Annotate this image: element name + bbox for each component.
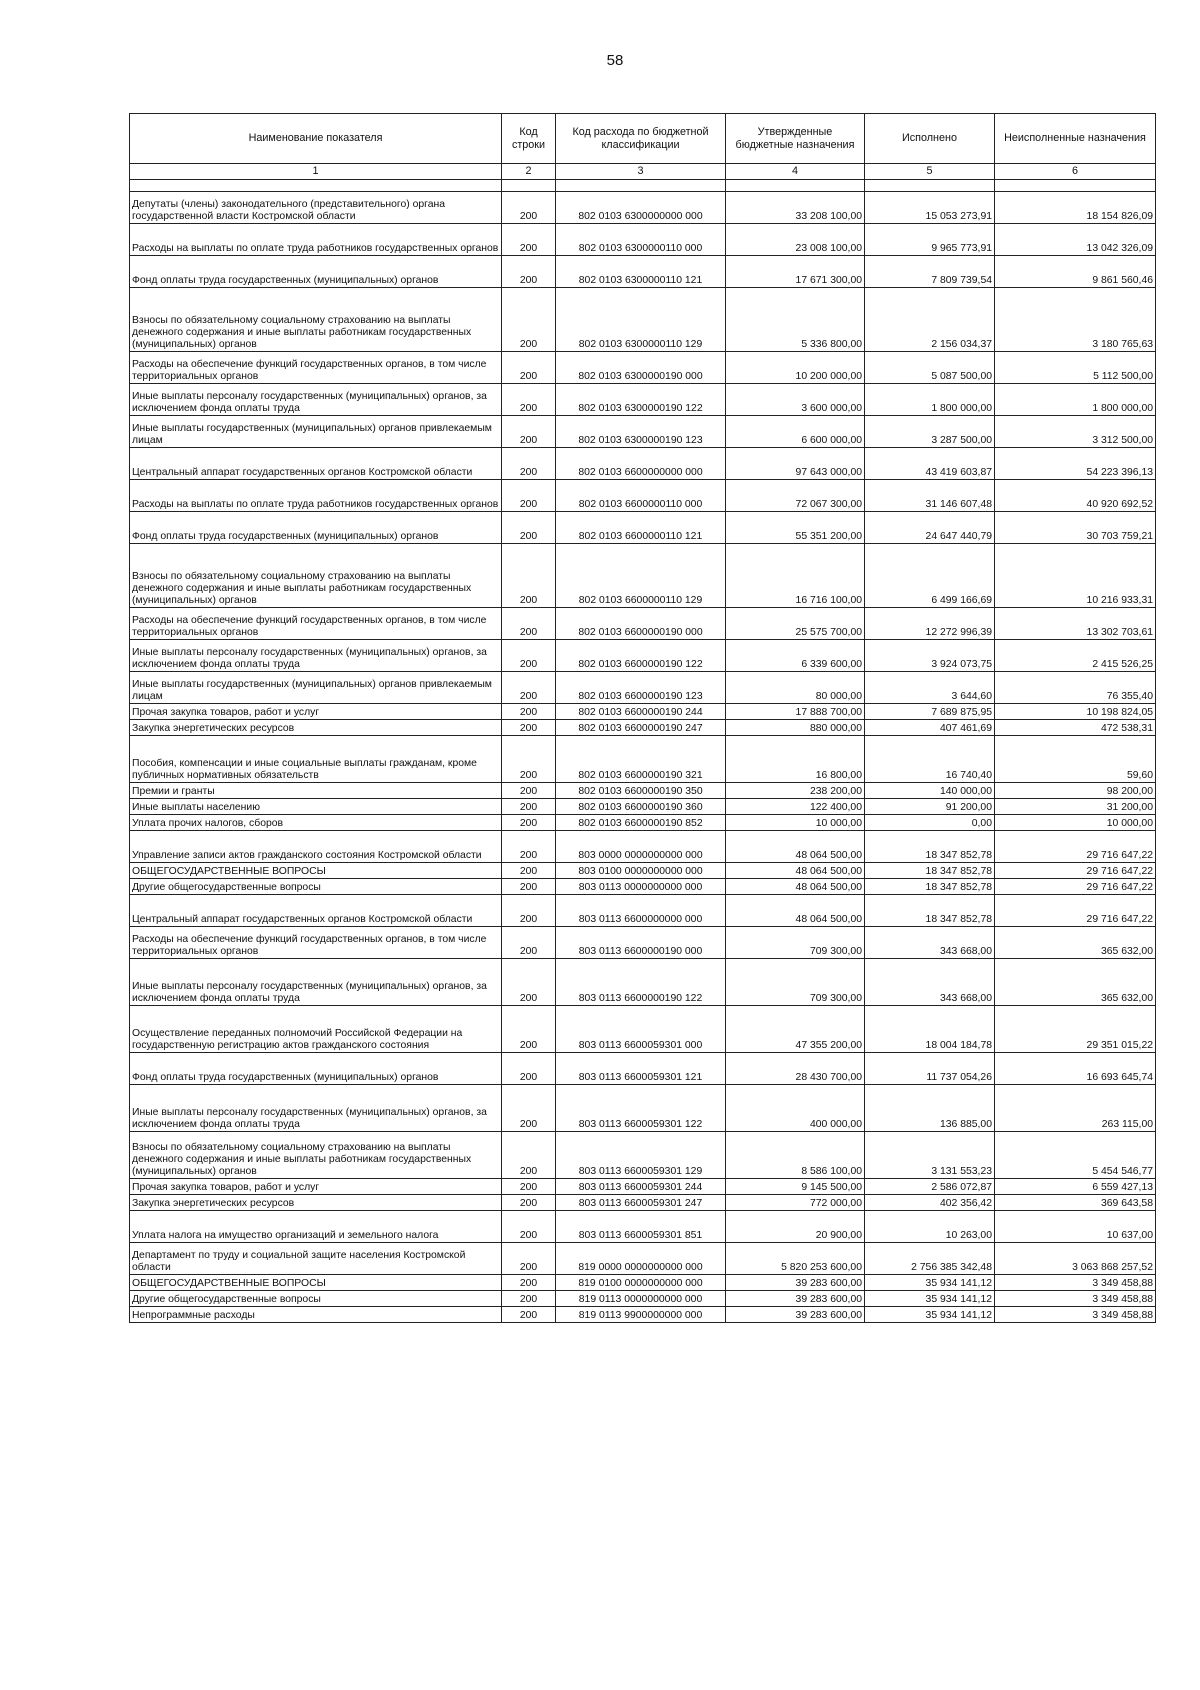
table-row <box>130 416 1156 448</box>
row-indicator-name: Центральный аппарат государственных органов Костромской области <box>130 448 502 480</box>
table-row <box>130 815 1156 831</box>
column-number: 5 <box>865 164 995 180</box>
row-approved: 8 586 100,00 <box>726 1132 865 1179</box>
row-unexecuted: 30 703 759,21 <box>995 512 1156 544</box>
row-budget-code: 802 0103 6300000000 000 <box>556 192 726 224</box>
row-approved: 72 067 300,00 <box>726 480 865 512</box>
row-indicator-name: Премии и гранты <box>130 783 502 799</box>
table-row <box>130 480 1156 512</box>
row-budget-code: 802 0103 6300000190 000 <box>556 352 726 384</box>
row-unexecuted: 10 637,00 <box>995 1211 1156 1243</box>
row-indicator-name: Непрограммные расходы <box>130 1307 502 1323</box>
column-number: 1 <box>130 164 502 180</box>
table-row <box>130 720 1156 736</box>
budget-execution-table <box>129 113 1156 1323</box>
table-row <box>130 1275 1156 1291</box>
table-header-row <box>130 114 1156 164</box>
table-row <box>130 544 1156 608</box>
row-unexecuted: 10 000,00 <box>995 815 1156 831</box>
row-indicator-name: Иные выплаты персоналу государственных (муниципальных) органов, за исключением фонда оплаты труда <box>130 959 502 1006</box>
row-unexecuted: 13 302 703,61 <box>995 608 1156 640</box>
header-budget-code: Код расхода по бюджетной классификации <box>556 114 726 164</box>
row-unexecuted: 3 349 458,88 <box>995 1275 1156 1291</box>
row-unexecuted: 54 223 396,13 <box>995 448 1156 480</box>
row-line-code: 200 <box>502 640 556 672</box>
row-line-code: 200 <box>502 720 556 736</box>
row-indicator-name: Другие общегосударственные вопросы <box>130 879 502 895</box>
row-budget-code: 802 0103 6600000190 000 <box>556 608 726 640</box>
row-approved: 6 600 000,00 <box>726 416 865 448</box>
row-budget-code: 819 0113 9900000000 000 <box>556 1307 726 1323</box>
header-indicator-name: Наименование показателя <box>130 114 502 164</box>
row-unexecuted: 1 800 000,00 <box>995 384 1156 416</box>
row-executed: 11 737 054,26 <box>865 1053 995 1085</box>
row-approved: 47 355 200,00 <box>726 1006 865 1053</box>
table-row <box>130 1053 1156 1085</box>
row-line-code: 200 <box>502 863 556 879</box>
row-unexecuted: 29 716 647,22 <box>995 863 1156 879</box>
row-line-code: 200 <box>502 224 556 256</box>
row-unexecuted: 2 415 526,25 <box>995 640 1156 672</box>
row-executed: 2 156 034,37 <box>865 288 995 352</box>
row-approved: 17 888 700,00 <box>726 704 865 720</box>
row-unexecuted: 40 920 692,52 <box>995 480 1156 512</box>
table-row <box>130 1243 1156 1275</box>
table-row <box>130 1085 1156 1132</box>
row-executed: 0,00 <box>865 815 995 831</box>
row-approved: 55 351 200,00 <box>726 512 865 544</box>
row-line-code: 200 <box>502 608 556 640</box>
row-line-code: 200 <box>502 1307 556 1323</box>
table-row <box>130 512 1156 544</box>
row-approved: 16 800,00 <box>726 736 865 783</box>
row-unexecuted: 10 216 933,31 <box>995 544 1156 608</box>
row-unexecuted: 365 632,00 <box>995 927 1156 959</box>
row-approved: 39 283 600,00 <box>726 1307 865 1323</box>
table-row <box>130 672 1156 704</box>
row-executed: 140 000,00 <box>865 783 995 799</box>
row-approved: 39 283 600,00 <box>726 1291 865 1307</box>
row-budget-code: 803 0113 6600059301 121 <box>556 1053 726 1085</box>
row-line-code: 200 <box>502 448 556 480</box>
row-unexecuted: 59,60 <box>995 736 1156 783</box>
row-budget-code: 803 0100 0000000000 000 <box>556 863 726 879</box>
row-executed: 35 934 141,12 <box>865 1275 995 1291</box>
row-budget-code: 803 0113 6600059301 247 <box>556 1195 726 1211</box>
row-unexecuted: 3 349 458,88 <box>995 1291 1156 1307</box>
row-approved: 17 671 300,00 <box>726 256 865 288</box>
row-indicator-name: Расходы на выплаты по оплате труда работников государственных органов <box>130 480 502 512</box>
table-row <box>130 352 1156 384</box>
row-line-code: 200 <box>502 1132 556 1179</box>
row-executed: 35 934 141,12 <box>865 1291 995 1307</box>
row-budget-code: 803 0113 6600000000 000 <box>556 895 726 927</box>
table-row <box>130 1179 1156 1195</box>
row-executed: 43 419 603,87 <box>865 448 995 480</box>
row-budget-code: 819 0100 0000000000 000 <box>556 1275 726 1291</box>
row-unexecuted: 18 154 826,09 <box>995 192 1156 224</box>
row-approved: 6 339 600,00 <box>726 640 865 672</box>
row-line-code: 200 <box>502 672 556 704</box>
row-unexecuted: 9 861 560,46 <box>995 256 1156 288</box>
row-approved: 709 300,00 <box>726 959 865 1006</box>
row-unexecuted: 3 349 458,88 <box>995 1307 1156 1323</box>
row-budget-code: 802 0103 6600000110 000 <box>556 480 726 512</box>
row-approved: 709 300,00 <box>726 927 865 959</box>
row-executed: 18 347 852,78 <box>865 895 995 927</box>
table-row <box>130 1291 1156 1307</box>
row-executed: 9 965 773,91 <box>865 224 995 256</box>
row-line-code: 200 <box>502 799 556 815</box>
row-approved: 400 000,00 <box>726 1085 865 1132</box>
row-budget-code: 819 0000 0000000000 000 <box>556 1243 726 1275</box>
row-indicator-name: Депутаты (члены) законодательного (представительного) органа государственной власти Костромской области <box>130 192 502 224</box>
table-row <box>130 288 1156 352</box>
row-indicator-name: Осуществление переданных полномочий Российской Федерации на государственную регистрацию актов гражданского состояния <box>130 1006 502 1053</box>
row-indicator-name: Иные выплаты персоналу государственных (муниципальных) органов, за исключением фонда оплаты труда <box>130 1085 502 1132</box>
row-budget-code: 803 0113 6600059301 244 <box>556 1179 726 1195</box>
row-approved: 39 283 600,00 <box>726 1275 865 1291</box>
header-line-code: Код строки <box>502 114 556 164</box>
row-indicator-name: Взносы по обязательному социальному страхованию на выплаты денежного содержания и иные выплаты работникам государственных (муниципальных) органов <box>130 288 502 352</box>
row-executed: 12 272 996,39 <box>865 608 995 640</box>
row-budget-code: 802 0103 6600000190 247 <box>556 720 726 736</box>
row-approved: 48 064 500,00 <box>726 831 865 863</box>
row-unexecuted: 365 632,00 <box>995 959 1156 1006</box>
row-budget-code: 802 0103 6600000190 321 <box>556 736 726 783</box>
table-row <box>130 959 1156 1006</box>
row-indicator-name: Взносы по обязательному социальному страхованию на выплаты денежного содержания и иные выплаты работникам государственных (муниципальных) органов <box>130 1132 502 1179</box>
header-approved: Утвержденные бюджетные назначения <box>726 114 865 164</box>
table-row <box>130 704 1156 720</box>
row-unexecuted: 76 355,40 <box>995 672 1156 704</box>
table-row <box>130 1195 1156 1211</box>
row-unexecuted: 10 198 824,05 <box>995 704 1156 720</box>
row-budget-code: 803 0113 0000000000 000 <box>556 879 726 895</box>
row-line-code: 200 <box>502 783 556 799</box>
row-executed: 3 924 073,75 <box>865 640 995 672</box>
row-indicator-name: Закупка энергетических ресурсов <box>130 720 502 736</box>
row-executed: 18 347 852,78 <box>865 863 995 879</box>
row-budget-code: 802 0103 6300000110 121 <box>556 256 726 288</box>
row-line-code: 200 <box>502 927 556 959</box>
row-line-code: 200 <box>502 1291 556 1307</box>
row-unexecuted: 29 716 647,22 <box>995 895 1156 927</box>
row-line-code: 200 <box>502 1006 556 1053</box>
row-line-code: 200 <box>502 1053 556 1085</box>
row-executed: 3 287 500,00 <box>865 416 995 448</box>
row-indicator-name: Прочая закупка товаров, работ и услуг <box>130 1179 502 1195</box>
table-row <box>130 736 1156 783</box>
table-row <box>130 879 1156 895</box>
row-approved: 880 000,00 <box>726 720 865 736</box>
row-indicator-name: Пособия, компенсации и иные социальные выплаты гражданам, кроме публичных нормативных обязательств <box>130 736 502 783</box>
row-executed: 343 668,00 <box>865 959 995 1006</box>
row-budget-code: 802 0103 6300000190 123 <box>556 416 726 448</box>
row-unexecuted: 29 716 647,22 <box>995 831 1156 863</box>
row-indicator-name: Расходы на обеспечение функций государственных органов, в том числе территориальных органов <box>130 352 502 384</box>
row-budget-code: 803 0113 6600000190 122 <box>556 959 726 1006</box>
row-budget-code: 803 0113 6600000190 000 <box>556 927 726 959</box>
row-indicator-name: Взносы по обязательному социальному страхованию на выплаты денежного содержания и иные выплаты работникам государственных (муниципальных) органов <box>130 544 502 608</box>
row-unexecuted: 31 200,00 <box>995 799 1156 815</box>
row-line-code: 200 <box>502 895 556 927</box>
row-executed: 402 356,42 <box>865 1195 995 1211</box>
row-approved: 122 400,00 <box>726 799 865 815</box>
row-executed: 7 809 739,54 <box>865 256 995 288</box>
row-unexecuted: 5 454 546,77 <box>995 1132 1156 1179</box>
table-row <box>130 831 1156 863</box>
row-budget-code: 802 0103 6600000190 360 <box>556 799 726 815</box>
row-line-code: 200 <box>502 704 556 720</box>
row-indicator-name: Расходы на обеспечение функций государственных органов, в том числе территориальных органов <box>130 927 502 959</box>
column-number: 2 <box>502 164 556 180</box>
row-indicator-name: Управление записи актов гражданского состояния Костромской области <box>130 831 502 863</box>
row-budget-code: 802 0103 6600000190 122 <box>556 640 726 672</box>
table-row <box>130 608 1156 640</box>
table-row <box>130 448 1156 480</box>
row-unexecuted: 16 693 645,74 <box>995 1053 1156 1085</box>
row-executed: 18 347 852,78 <box>865 879 995 895</box>
row-line-code: 200 <box>502 480 556 512</box>
row-unexecuted: 29 351 015,22 <box>995 1006 1156 1053</box>
row-budget-code: 802 0103 6600000000 000 <box>556 448 726 480</box>
row-executed: 3 644,60 <box>865 672 995 704</box>
row-budget-code: 803 0113 6600059301 000 <box>556 1006 726 1053</box>
row-line-code: 200 <box>502 879 556 895</box>
row-approved: 23 008 100,00 <box>726 224 865 256</box>
header-unexecuted: Неисполненные назначения <box>995 114 1156 164</box>
row-indicator-name: Центральный аппарат государственных органов Костромской области <box>130 895 502 927</box>
row-approved: 16 716 100,00 <box>726 544 865 608</box>
row-executed: 91 200,00 <box>865 799 995 815</box>
table-row <box>130 1211 1156 1243</box>
row-approved: 28 430 700,00 <box>726 1053 865 1085</box>
row-executed: 35 934 141,12 <box>865 1307 995 1323</box>
row-budget-code: 803 0113 6600059301 129 <box>556 1132 726 1179</box>
row-executed: 1 800 000,00 <box>865 384 995 416</box>
row-executed: 5 087 500,00 <box>865 352 995 384</box>
row-indicator-name: Закупка энергетических ресурсов <box>130 1195 502 1211</box>
row-indicator-name: Иные выплаты персоналу государственных (муниципальных) органов, за исключением фонда оплаты труда <box>130 384 502 416</box>
row-budget-code: 802 0103 6600000190 350 <box>556 783 726 799</box>
row-line-code: 200 <box>502 959 556 1006</box>
row-approved: 80 000,00 <box>726 672 865 704</box>
row-indicator-name: Иные выплаты персоналу государственных (муниципальных) органов, за исключением фонда оплаты труда <box>130 640 502 672</box>
row-budget-code: 802 0103 6600000110 121 <box>556 512 726 544</box>
row-unexecuted: 5 112 500,00 <box>995 352 1156 384</box>
row-indicator-name: Расходы на выплаты по оплате труда работников государственных органов <box>130 224 502 256</box>
row-budget-code: 802 0103 6600000190 244 <box>556 704 726 720</box>
row-indicator-name: Фонд оплаты труда государственных (муниципальных) органов <box>130 512 502 544</box>
row-approved: 25 575 700,00 <box>726 608 865 640</box>
row-unexecuted: 263 115,00 <box>995 1085 1156 1132</box>
table-row <box>130 783 1156 799</box>
row-executed: 6 499 166,69 <box>865 544 995 608</box>
row-indicator-name: Департамент по труду и социальной защите населения Костромской области <box>130 1243 502 1275</box>
row-line-code: 200 <box>502 1179 556 1195</box>
table-row <box>130 256 1156 288</box>
row-approved: 33 208 100,00 <box>726 192 865 224</box>
row-budget-code: 803 0113 6600059301 851 <box>556 1211 726 1243</box>
row-unexecuted: 98 200,00 <box>995 783 1156 799</box>
row-line-code: 200 <box>502 736 556 783</box>
table-row <box>130 384 1156 416</box>
row-line-code: 200 <box>502 1085 556 1132</box>
row-unexecuted: 3 063 868 257,52 <box>995 1243 1156 1275</box>
row-budget-code: 802 0103 6600000190 852 <box>556 815 726 831</box>
row-line-code: 200 <box>502 416 556 448</box>
row-executed: 407 461,69 <box>865 720 995 736</box>
table-row <box>130 1307 1156 1323</box>
table-row <box>130 895 1156 927</box>
row-unexecuted: 472 538,31 <box>995 720 1156 736</box>
row-line-code: 200 <box>502 815 556 831</box>
row-executed: 16 740,40 <box>865 736 995 783</box>
column-number-row <box>130 164 1156 180</box>
row-unexecuted: 3 312 500,00 <box>995 416 1156 448</box>
row-line-code: 200 <box>502 256 556 288</box>
row-executed: 7 689 875,95 <box>865 704 995 720</box>
row-budget-code: 802 0103 6300000110 129 <box>556 288 726 352</box>
column-number: 6 <box>995 164 1156 180</box>
row-approved: 10 000,00 <box>726 815 865 831</box>
row-executed: 343 668,00 <box>865 927 995 959</box>
row-line-code: 200 <box>502 352 556 384</box>
row-line-code: 200 <box>502 1243 556 1275</box>
row-approved: 5 820 253 600,00 <box>726 1243 865 1275</box>
row-line-code: 200 <box>502 544 556 608</box>
row-indicator-name: Расходы на обеспечение функций государственных органов, в том числе территориальных органов <box>130 608 502 640</box>
row-executed: 18 004 184,78 <box>865 1006 995 1053</box>
table-row <box>130 863 1156 879</box>
row-approved: 10 200 000,00 <box>726 352 865 384</box>
row-approved: 5 336 800,00 <box>726 288 865 352</box>
row-executed: 10 263,00 <box>865 1211 995 1243</box>
row-approved: 48 064 500,00 <box>726 879 865 895</box>
row-unexecuted: 369 643,58 <box>995 1195 1156 1211</box>
row-approved: 3 600 000,00 <box>726 384 865 416</box>
row-indicator-name: Фонд оплаты труда государственных (муниципальных) органов <box>130 256 502 288</box>
row-budget-code: 802 0103 6300000190 122 <box>556 384 726 416</box>
table-row <box>130 1132 1156 1179</box>
table-row <box>130 640 1156 672</box>
row-budget-code: 802 0103 6600000190 123 <box>556 672 726 704</box>
row-budget-code: 803 0000 0000000000 000 <box>556 831 726 863</box>
table-row <box>130 192 1156 224</box>
row-executed: 2 586 072,87 <box>865 1179 995 1195</box>
row-line-code: 200 <box>502 192 556 224</box>
row-indicator-name: Уплата прочих налогов, сборов <box>130 815 502 831</box>
row-approved: 20 900,00 <box>726 1211 865 1243</box>
row-indicator-name: Уплата налога на имущество организаций и земельного налога <box>130 1211 502 1243</box>
row-line-code: 200 <box>502 384 556 416</box>
table-row <box>130 224 1156 256</box>
table-row <box>130 1006 1156 1053</box>
table-spacer-row <box>130 180 1156 192</box>
row-executed: 136 885,00 <box>865 1085 995 1132</box>
row-approved: 9 145 500,00 <box>726 1179 865 1195</box>
table-row <box>130 799 1156 815</box>
row-budget-code: 802 0103 6300000110 000 <box>556 224 726 256</box>
row-unexecuted: 13 042 326,09 <box>995 224 1156 256</box>
row-indicator-name: Иные выплаты государственных (муниципальных) органов привлекаемым лицам <box>130 416 502 448</box>
row-unexecuted: 3 180 765,63 <box>995 288 1156 352</box>
row-indicator-name: Иные выплаты населению <box>130 799 502 815</box>
row-executed: 24 647 440,79 <box>865 512 995 544</box>
row-indicator-name: ОБЩЕГОСУДАРСТВЕННЫЕ ВОПРОСЫ <box>130 863 502 879</box>
row-budget-code: 819 0113 0000000000 000 <box>556 1291 726 1307</box>
row-line-code: 200 <box>502 288 556 352</box>
header-executed: Исполнено <box>865 114 995 164</box>
row-executed: 3 131 553,23 <box>865 1132 995 1179</box>
row-approved: 97 643 000,00 <box>726 448 865 480</box>
column-number: 3 <box>556 164 726 180</box>
row-line-code: 200 <box>502 1195 556 1211</box>
row-executed: 18 347 852,78 <box>865 831 995 863</box>
row-indicator-name: Прочая закупка товаров, работ и услуг <box>130 704 502 720</box>
row-unexecuted: 29 716 647,22 <box>995 879 1156 895</box>
row-line-code: 200 <box>502 1211 556 1243</box>
row-indicator-name: Иные выплаты государственных (муниципальных) органов привлекаемым лицам <box>130 672 502 704</box>
row-approved: 772 000,00 <box>726 1195 865 1211</box>
row-line-code: 200 <box>502 831 556 863</box>
row-unexecuted: 6 559 427,13 <box>995 1179 1156 1195</box>
row-executed: 2 756 385 342,48 <box>865 1243 995 1275</box>
row-indicator-name: Фонд оплаты труда государственных (муниципальных) органов <box>130 1053 502 1085</box>
column-number: 4 <box>726 164 865 180</box>
row-indicator-name: Другие общегосударственные вопросы <box>130 1291 502 1307</box>
row-budget-code: 802 0103 6600000110 129 <box>556 544 726 608</box>
row-indicator-name: ОБЩЕГОСУДАРСТВЕННЫЕ ВОПРОСЫ <box>130 1275 502 1291</box>
table-body <box>130 192 1156 1323</box>
row-line-code: 200 <box>502 1275 556 1291</box>
row-budget-code: 803 0113 6600059301 122 <box>556 1085 726 1132</box>
row-executed: 15 053 273,91 <box>865 192 995 224</box>
row-line-code: 200 <box>502 512 556 544</box>
row-executed: 31 146 607,48 <box>865 480 995 512</box>
row-approved: 48 064 500,00 <box>726 863 865 879</box>
row-approved: 48 064 500,00 <box>726 895 865 927</box>
table-row <box>130 927 1156 959</box>
page-number: 58 <box>606 52 624 69</box>
row-approved: 238 200,00 <box>726 783 865 799</box>
